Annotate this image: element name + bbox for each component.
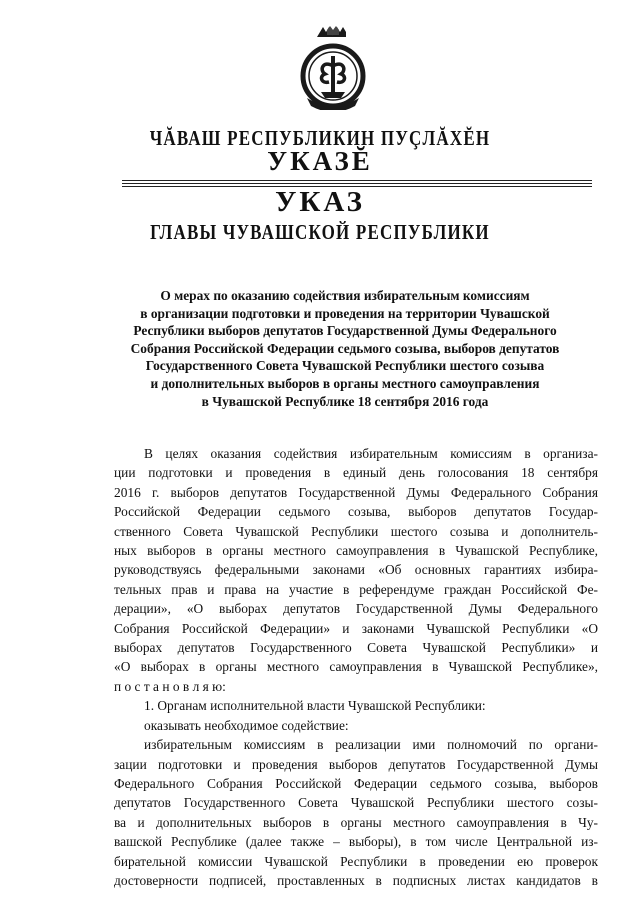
body-line: тельных прав и права на участие в референдуме граждан Российской Фе-	[114, 581, 598, 597]
body-line: ственного Совета Чувашской Республики шестого созыва и дополнитель-	[114, 523, 598, 539]
decree-body	[114, 444, 598, 890]
body-line: вашской Республике (далее также – выборы), в том числе Центральной из-	[114, 834, 598, 850]
chuvash-coat-of-arms-icon	[293, 26, 373, 110]
body-line: В целях оказания содействия избирательным комиссиям в организа-	[144, 446, 598, 461]
decree-title	[95, 287, 595, 410]
russian-header-line2: ГЛАВЫ ЧУВАШСКОЙ РЕСПУБЛИКИ	[150, 220, 490, 244]
body-line: 2016 г. выборов депутатов Государственной Думы Федерального Собрания	[114, 484, 598, 500]
body-line: оказывать необходимое содействие:	[144, 717, 349, 733]
body-line: ных выборов в органы местного самоуправления в Чувашской Республике,	[114, 543, 598, 559]
body-line: ции подготовки и проведения в единый день голосования 18 сентября	[114, 465, 598, 481]
title-line: Собрания Российской Федерации седьмого созыва, выборов депутатов	[130, 340, 560, 356]
body-line: депутатов Государственного Совета Чувашской Республики шестого созы-	[114, 795, 598, 811]
body-line: ва и дополнительных выборов в органы местного самоуправления в Чу-	[114, 814, 598, 830]
russian-header-line1: УКАЗ	[275, 186, 365, 218]
header-divider	[122, 183, 592, 184]
title-line: О мерах по оказанию содействия избирательным комиссиям	[160, 288, 530, 303]
body-line: зации подготовки и проведения выборов депутатов Государственной Думы	[114, 756, 598, 772]
body-line: избирательным комиссиям в реализации ими полномочий по органи-	[144, 737, 598, 753]
body-line: Собрания Российской Федерации» и законами Чувашской Республики «О	[114, 620, 598, 636]
title-line: в организации подготовки и проведения на территории Чувашской	[140, 305, 550, 321]
body-line: бирательной комиссии Чувашской Республики в проведении ею проверок	[114, 853, 598, 869]
body-line: Федерального Собрания Российской Федерации седьмого созыва, выборов	[114, 775, 598, 791]
title-line: Республики выборов депутатов Государственной Думы Федерального	[133, 323, 557, 339]
emblem	[293, 26, 373, 110]
body-line: руководствуясь федеральными законами «Об основных гарантиях избира-	[114, 562, 598, 578]
body-line: п о с т а н о в л я ю:	[114, 678, 226, 694]
title-line: и дополнительных выборов в органы местного самоуправления	[150, 375, 540, 391]
chuvash-header-line1: ЧĂВАШ РЕСПУБЛИКИН ПУÇЛĂХĔН	[149, 126, 491, 150]
body-line: выборах депутатов Государственного Совета Чувашской Республики» и	[114, 640, 598, 656]
title-line: Государственного Совета Чувашской Республики шестого созыва	[145, 358, 545, 374]
body-line: дерации», «О выборах депутатов Государственной Думы Федерального	[114, 601, 598, 617]
body-line: Российской Федерации седьмого созыва, выборов депутатов Государ-	[114, 504, 598, 520]
body-line: достоверности подписей, проставленных в подписных листах кандидатов в	[114, 872, 598, 888]
body-line: «О выборах в органы местного самоуправления в Чувашской Республике»,	[114, 659, 598, 675]
body-line: 1. Органам исполнительной власти Чувашской Республики:	[144, 698, 486, 714]
chuvash-header-line2: УКАЗĔ	[267, 146, 373, 176]
title-line: в Чувашской Республике 18 сентября 2016 года	[201, 393, 489, 409]
header-divider	[122, 180, 592, 181]
